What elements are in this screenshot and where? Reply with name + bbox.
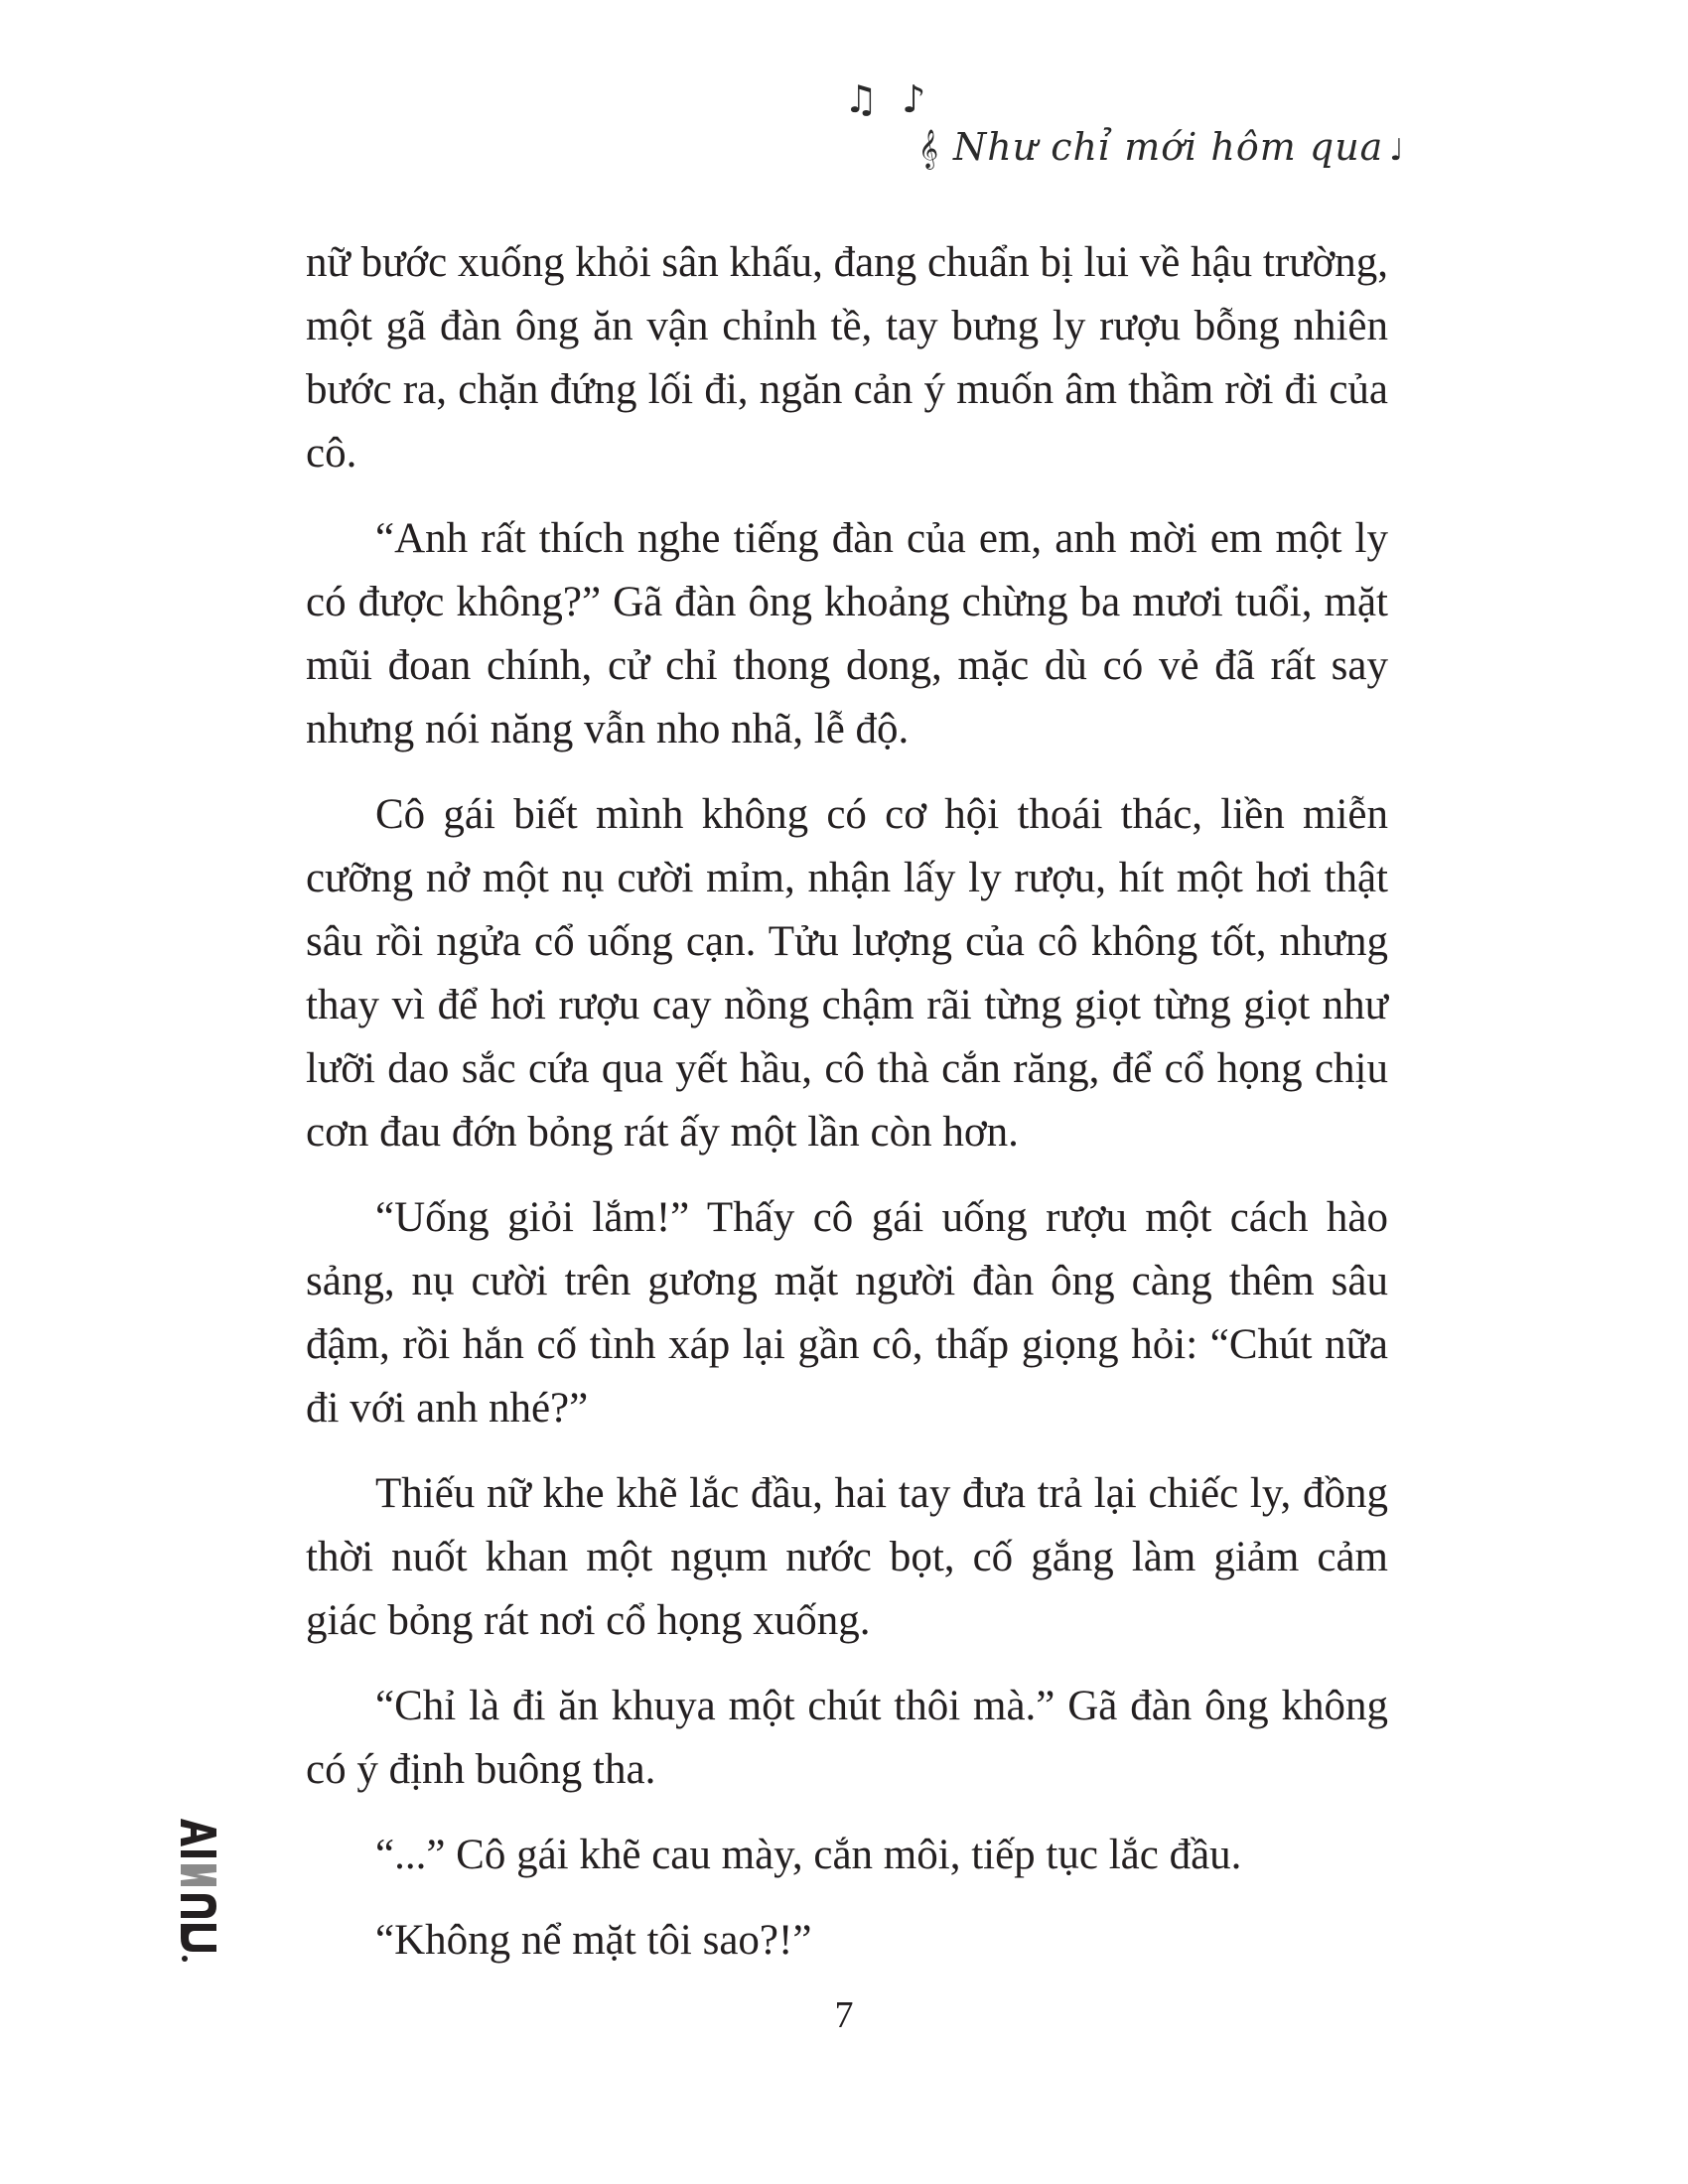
running-header bbox=[829, 69, 1405, 179]
paragraph: “Không nể mặt tôi sao?!” bbox=[375, 1917, 812, 1964]
treble-clef-icon: 𝄞 bbox=[918, 129, 939, 169]
paragraph: “...” Cô gái khẽ cau mày, cắn môi, tiếp tục lắc đầu. bbox=[375, 1832, 1242, 1878]
page-number: 7 bbox=[834, 1994, 854, 2036]
publisher-logo bbox=[177, 1815, 220, 1964]
quarter-note-icon: ♩ bbox=[1389, 133, 1405, 168]
publisher-logo-mark bbox=[177, 1815, 220, 1964]
paragraph: “Uống giỏi lắm!” Thấy cô gái uống rượu một cách hào sảng, nụ cười trên gương mặt người đàn ông càng thêm sâu đậm, rồi hắn cố tình xáp lại gần cô, thấp giọng hỏi: “Chút nữa đi với anh nhé?” bbox=[306, 1194, 1388, 1432]
book-title bbox=[953, 125, 1404, 169]
paragraph: nữ bước xuống khỏi sân khấu, đang chuẩn bị lui về hậu trường, một gã đàn ông ăn vận chỉnh tề, tay bưng ly rượu bỗng nhiên bước ra, chặn đứng lối đi, ngăn cản ý muốn âm thầm rời đi của cô. bbox=[306, 239, 1388, 477]
body-text bbox=[306, 231, 1388, 1994]
paragraph: Cô gái biết mình không có cơ hội thoái thác, liền miễn cưỡng nở một nụ cười mỉm, nhận lấy ly rượu, hít một hơi thật sâu rồi ngửa cổ uống cạn. Tửu lượng của cô không tốt, nhưng thay vì để hơi rượu cay nồng chậm rãi từng giọt từng giọt như lưỡi dao sắc cứa qua yết hầu, cô thà cắn răng, để cổ họng chịu cơn đau đớn bỏng rát ấy một lần còn hơn. bbox=[306, 791, 1388, 1156]
music-notes-icon: ♫ ♪ bbox=[844, 77, 932, 121]
book-title-text: Như chỉ mới hôm qua bbox=[953, 125, 1384, 169]
paragraph: Thiếu nữ khe khẽ lắc đầu, hai tay đưa trả lại chiếc ly, đồng thời nuốt khan một ngụm nước bọt, cố gắng làm giảm cảm giác bỏng rát nơi cổ họng xuống. bbox=[306, 1470, 1388, 1644]
paragraph: “Chỉ là đi ăn khuya một chút thôi mà.” Gã đàn ông không có ý định buông tha. bbox=[306, 1683, 1388, 1793]
paragraph: “Anh rất thích nghe tiếng đàn của em, anh mời em một ly có được không?” Gã đàn ông khoảng chừng ba mươi tuổi, mặt mũi đoan chính, cử chỉ thong dong, mặc dù có vẻ đã rất say nhưng nói năng vẫn nho nhã, lễ độ. bbox=[306, 515, 1388, 752]
